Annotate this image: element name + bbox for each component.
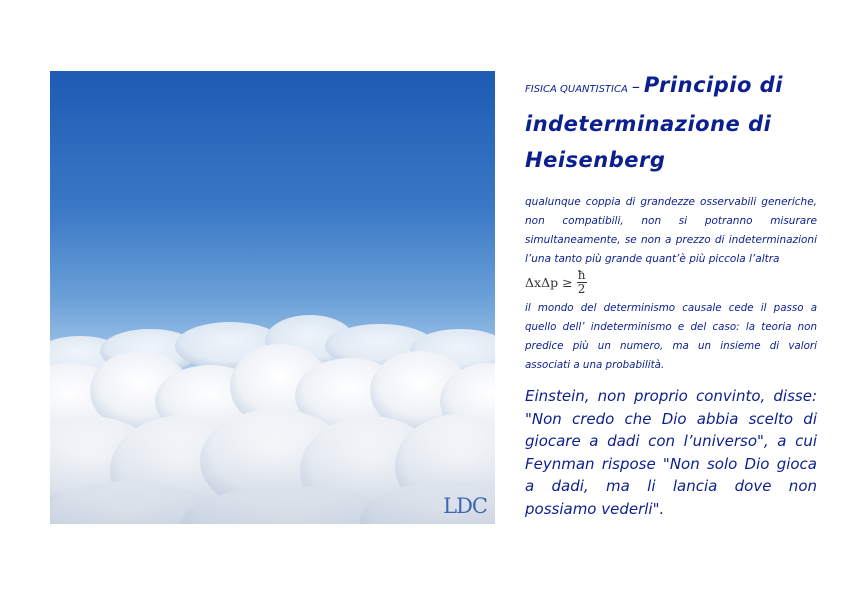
definition-paragraph: qualunque coppia di grandezze osservabili generiche, non compatibili, non si potranno misurare simultaneamente, se non a prezzo di indeterminazioni l’una tanto più grande quant’è più piccola l’altra [525,196,817,265]
formula-denominator: 2 [577,281,586,296]
title-separator: – [631,77,640,96]
clouds-illustration [50,71,495,524]
sky-clouds-photo [50,71,495,524]
text-column [525,68,817,535]
formula-fraction [577,269,587,296]
formula-numerator: ħ [577,267,586,282]
page-title: Principio di indeterminazione di Heisenberg [525,73,783,172]
indeterminism-paragraph: il mondo del determinismo causale cede il passo a quello dell’ indeterminismo e del caso: la teoria non predice più un numero, ma un insieme di valori associati a una probabilità. [525,302,817,371]
signature-logo: LDC [443,494,487,518]
subject-label: FISICA QUANTISTICA [525,84,628,95]
formula-lhs: ΔxΔp ≥ [525,274,573,290]
einstein-feynman-quote: Einstein, non proprio convinto, disse: "Non credo che Dio abbia scelto di giocare a dadi con l’universo", a cui Feynman rispose "Non solo Dio gioca a dadi, ma li lancia dove non possiamo vederli". [525,387,817,518]
uncertainty-formula [525,267,817,297]
heading [525,68,817,179]
